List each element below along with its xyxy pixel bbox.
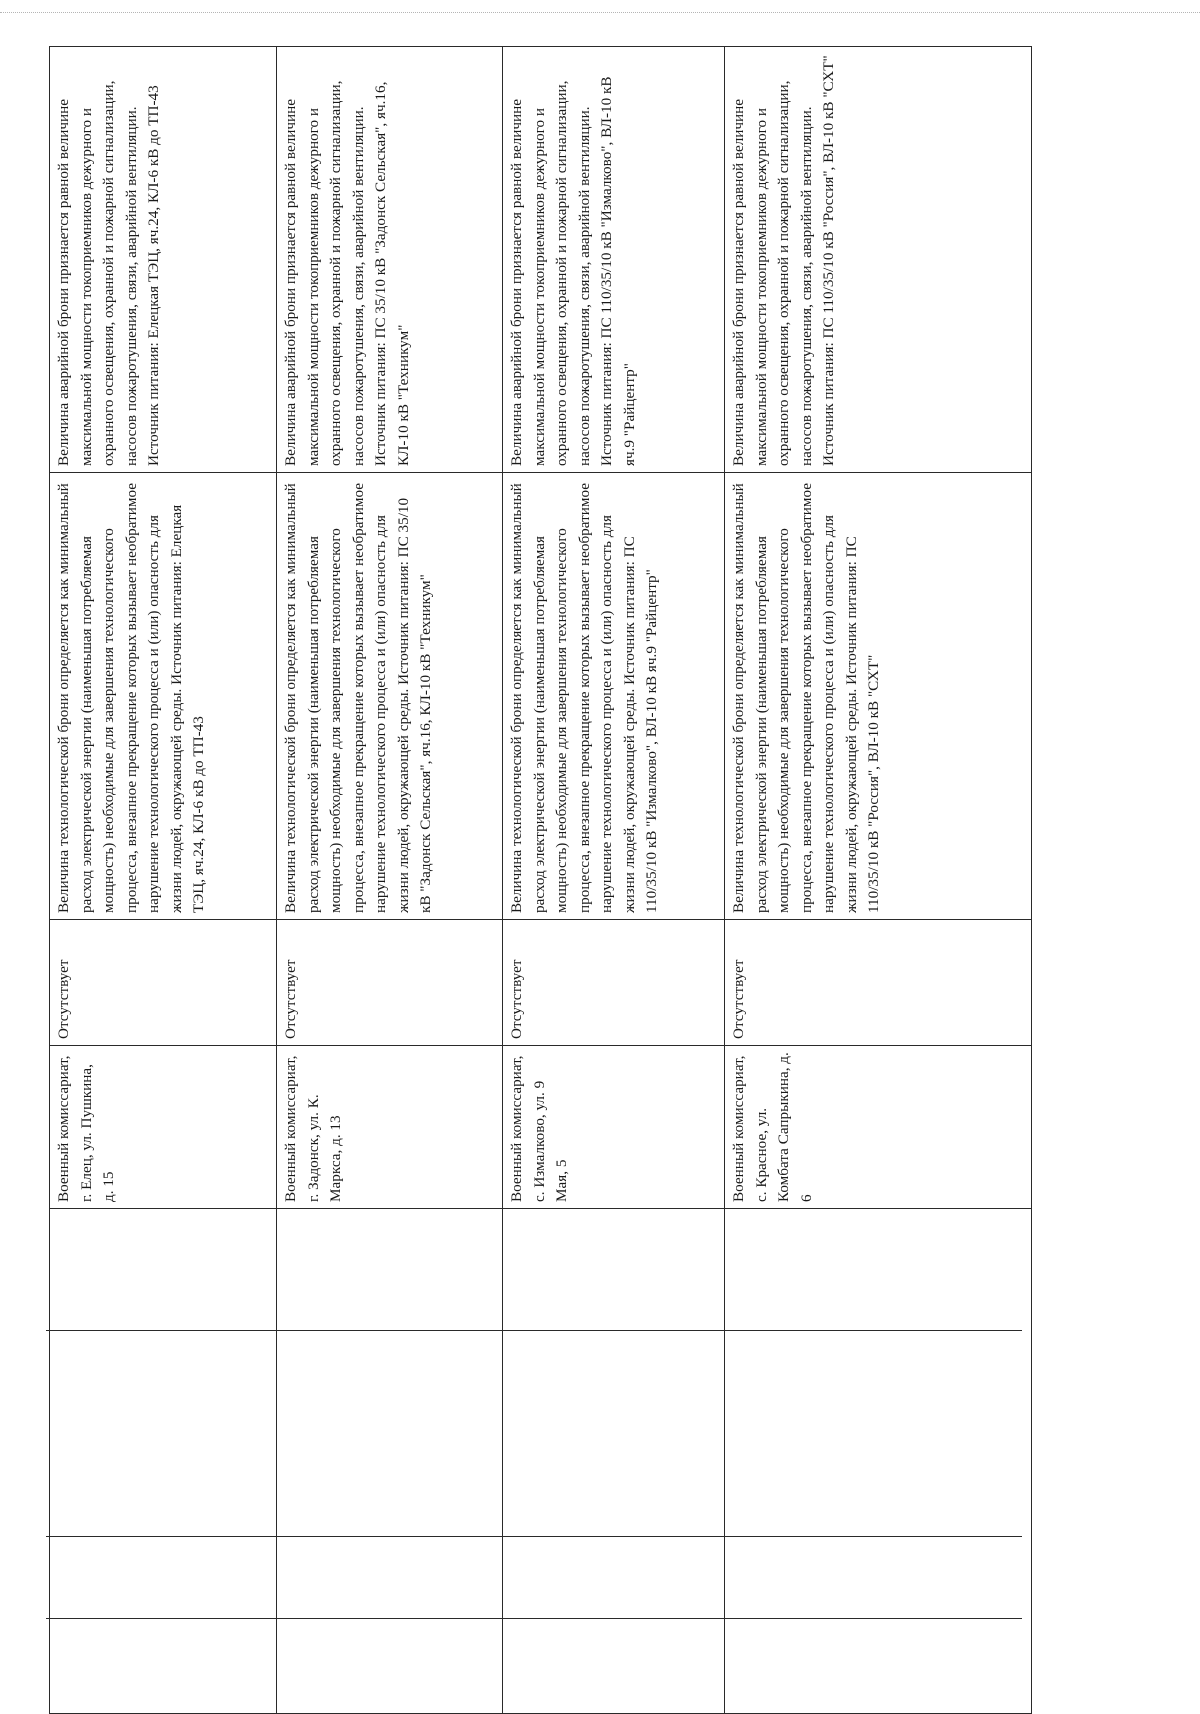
- tech-bron-cell: Величина технологической брони определяется как минимальный расход электрической энергии (наименьшая потребляемая мощность) необходимые для завершения технологического процесса, внезапное прекращение которых вызывает необратимое нарушение технологического процесса и (или) опасность для жизни людей, окружающей среды. Источник питания: Елецкая ТЭЦ, яч.24, КЛ-6 кВ до ТП-43: [50, 473, 277, 920]
- object-cell: Военный комиссариат, с. Измалково, ул. 9 Мая, 5: [503, 1046, 725, 1209]
- category-cell: Отсутствует: [50, 920, 277, 1046]
- empty-cell: [725, 1209, 1032, 1714]
- object-cell: Военный комиссариат, г. Елец, ул. Пушкина, д. 15: [50, 1046, 277, 1209]
- empty-cell: [503, 1209, 725, 1714]
- scan-edge-line: [0, 12, 1200, 13]
- power-reserve-table: [49, 46, 1032, 1714]
- empty-cell: [277, 1209, 503, 1714]
- category-cell: Отсутствует: [277, 920, 503, 1046]
- object-cell: Военный комиссариат, г. Задонск, ул. К. Маркса, д. 13: [277, 1046, 503, 1209]
- category-cell: Отсутствует: [503, 920, 725, 1046]
- category-cell: Отсутствует: [725, 920, 1032, 1046]
- object-cell: Военный комиссариат, с. Красное, ул. Комбата Сапрыкина, д. 6: [725, 1046, 1032, 1209]
- table-row: [50, 47, 277, 1714]
- table-row: [277, 47, 503, 1714]
- avar-bron-cell: Величина аварийной брони признается равной величине максимальной мощности токоприемников дежурного и охранного освещения, охранной и пожарной сигнализации, насосов пожаротушения, связи, аварийной вентиляции. Источник питания: Елецкая ТЭЦ, яч.24, КЛ-6 кВ до ТП-43: [50, 47, 277, 473]
- avar-bron-cell: Величина аварийной брони признается равной величине максимальной мощности токоприемников дежурного и охранного освещения, охранной и пожарной сигнализации, насосов пожаротушения, связи, аварийной вентиляции. Источник питания: ПС 110/35/10 кВ "Измалково", ВЛ-10 кВ яч.9 "Райцентр": [503, 47, 725, 473]
- empty-cell: [50, 1209, 277, 1714]
- tech-bron-cell: Величина технологической брони определяется как минимальный расход электрической энергии (наименьшая потребляемая мощность) необходимые для завершения технологического процесса, внезапное прекращение которых вызывает необратимое нарушение технологического процесса и (или) опасность для жизни людей, окружающей среды. Источник питания: ПС 35/10 кВ "Задонск Сельская", яч.16, КЛ-10 кВ "Техникум": [277, 473, 503, 920]
- signature-rule: [46, 1618, 1022, 1619]
- avar-bron-cell: Величина аварийной брони признается равной величине максимальной мощности токоприемников дежурного и охранного освещения, охранной и пожарной сигнализации, насосов пожаротушения, связи, аварийной вентиляции. Источник питания: ПС 35/10 кВ "Задонск Сельская", яч.16, КЛ-10 кВ "Техникум": [277, 47, 503, 473]
- table-row: [503, 47, 725, 1714]
- signature-rule: [46, 1536, 1022, 1537]
- table-row: [725, 47, 1032, 1714]
- signature-rule: [46, 1330, 1022, 1331]
- avar-bron-cell: Величина аварийной брони признается равной величине максимальной мощности токоприемников дежурного и охранного освещения, охранной и пожарной сигнализации, насосов пожаротушения, связи, аварийной вентиляции. Источник питания: ПС 110/35/10 кВ "Россия", ВЛ-10 кВ "СХТ": [725, 47, 1032, 473]
- rotated-table-page: [49, 47, 1031, 1714]
- tech-bron-cell: Величина технологической брони определяется как минимальный расход электрической энергии (наименьшая потребляемая мощность) необходимые для завершения технологического процесса, внезапное прекращение которых вызывает необратимое нарушение технологического процесса и (или) опасность для жизни людей, окружающей среды. Источник питания: ПС 110/35/10 кВ "Россия", ВЛ-10 кВ "СХТ": [725, 473, 1032, 920]
- tech-bron-cell: Величина технологической брони определяется как минимальный расход электрической энергии (наименьшая потребляемая мощность) необходимые для завершения технологического процесса, внезапное прекращение которых вызывает необратимое нарушение технологического процесса и (или) опасность для жизни людей, окружающей среды. Источник питания: ПС 110/35/10 кВ "Измалково", ВЛ-10 кВ яч.9 "Райцентр": [503, 473, 725, 920]
